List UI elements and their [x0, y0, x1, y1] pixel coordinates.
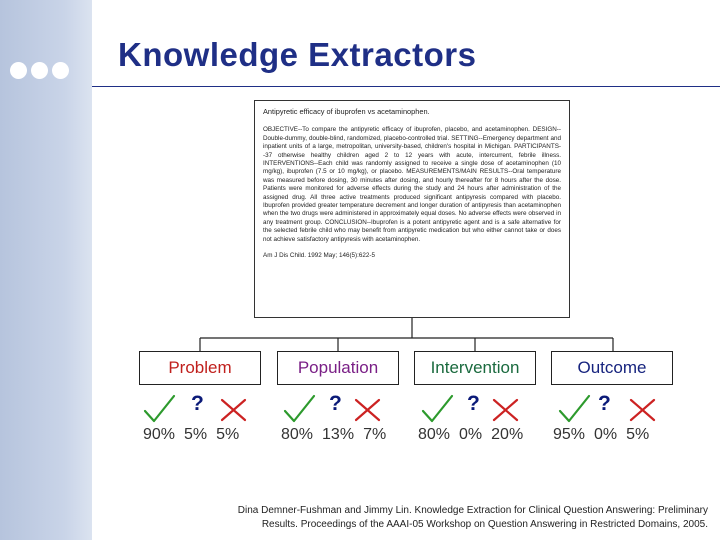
- unsure-percent: 5%: [184, 426, 208, 443]
- population-label: Population: [297, 358, 379, 377]
- intervention-marks: [420, 394, 538, 424]
- bullet-dots: [10, 62, 69, 79]
- question-icon: ?: [191, 392, 204, 415]
- reference-citation: [208, 504, 708, 532]
- outcome-box: [551, 351, 673, 385]
- dot-icon: [52, 62, 69, 79]
- check-icon: [557, 394, 675, 424]
- correct-percent: 90%: [143, 426, 176, 443]
- intervention-box: [414, 351, 536, 385]
- question-icon: ?: [598, 392, 611, 415]
- slide-title: Knowledge Extractors: [118, 36, 477, 73]
- correct-percent: 80%: [281, 426, 314, 443]
- cross-icon: [631, 400, 654, 420]
- dot-icon: [31, 62, 48, 79]
- abstract-title: Antipyretic efficacy of ibuprofen vs acetaminophen.: [263, 107, 430, 116]
- reference-line-1: Dina Demner-Fushman and Jimmy Lin. Knowledge Extraction for Clinical Question Answering: Preliminary: [237, 505, 708, 516]
- outcome-marks: [557, 394, 675, 424]
- population-percentages: [281, 426, 395, 444]
- population-marks: [282, 394, 400, 424]
- title-divider: [92, 86, 720, 87]
- unsure-percent: 0%: [459, 426, 483, 443]
- sidebar-band: [0, 0, 92, 540]
- intervention-percentages: [418, 426, 532, 444]
- problem-label: Problem: [168, 358, 232, 377]
- wrong-percent: 5%: [216, 426, 240, 443]
- problem-box: [139, 351, 261, 385]
- correct-percent: 95%: [553, 426, 586, 443]
- outcome-label: Outcome: [577, 358, 647, 377]
- cross-icon: [494, 400, 517, 420]
- cross-icon: [356, 400, 379, 420]
- population-box: [277, 351, 399, 385]
- unsure-percent: 0%: [594, 426, 618, 443]
- cross-icon: [222, 400, 245, 420]
- abstract-body: OBJECTIVE--To compare the antipyretic efficacy of ibuprofen, placebo, and acetaminophen. DESIGN--Double-dummy, double-blind, randomized, placebo-controlled trial. SETTING--Emergency department and inpatient units of a large, metropolitan, university-based, children's hospital in Michigan. PARTICIPANTS--37 otherwise healthy children aged 2 to 12 years with acute, intercurrent, febrile illness. INTERVENTIONS--Each child was randomly assigned to receive a single dose of acetaminophen (10 mg/kg), ibuprofen (7.5 or 10 mg/kg), or placebo. MEASUREMENTS/MAIN RESULTS--Oral temperature was measured before dosing, 30 minutes after dosing, and hourly thereafter for 8 hours after the dose. Patients were monitored for adverse effects during the study and 24 hours after administration of the assigned drug. All three active treatments produced significant antipyresis compared with placebo. Ibuprofen provided greater temperature decrement and longer duration of antipyresis than acetaminophen when the two drugs were administered in approximately equal doses. No adverse effects were observed in any treatment group. CONCLUSION--Ibuprofen is a potent antipyretic agent and is a safe alternative for the selected febrile child who may benefit from antipyretic medication but who either cannot take or does not achieve satisfactory antipyresis with acetaminophen.: [263, 126, 561, 243]
- outcome-percentages: [553, 426, 658, 444]
- intervention-label: Intervention: [430, 358, 520, 377]
- problem-percentages: [143, 426, 248, 444]
- reference-line-2: Results. Proceedings of the AAAI-05 Workshop on Question Answering in Restricted Domains, 2005.: [261, 519, 708, 530]
- wrong-percent: 7%: [363, 426, 387, 443]
- abstract-citation: Am J Dis Child. 1992 May; 146(5):622-5: [263, 252, 375, 260]
- abstract-box: [254, 100, 570, 318]
- dot-icon: [10, 62, 27, 79]
- wrong-percent: 5%: [626, 426, 650, 443]
- question-icon: ?: [467, 392, 480, 415]
- problem-marks: [142, 394, 260, 424]
- correct-percent: 80%: [418, 426, 451, 443]
- wrong-percent: 20%: [491, 426, 524, 443]
- unsure-percent: 13%: [322, 426, 355, 443]
- question-icon: ?: [329, 392, 342, 415]
